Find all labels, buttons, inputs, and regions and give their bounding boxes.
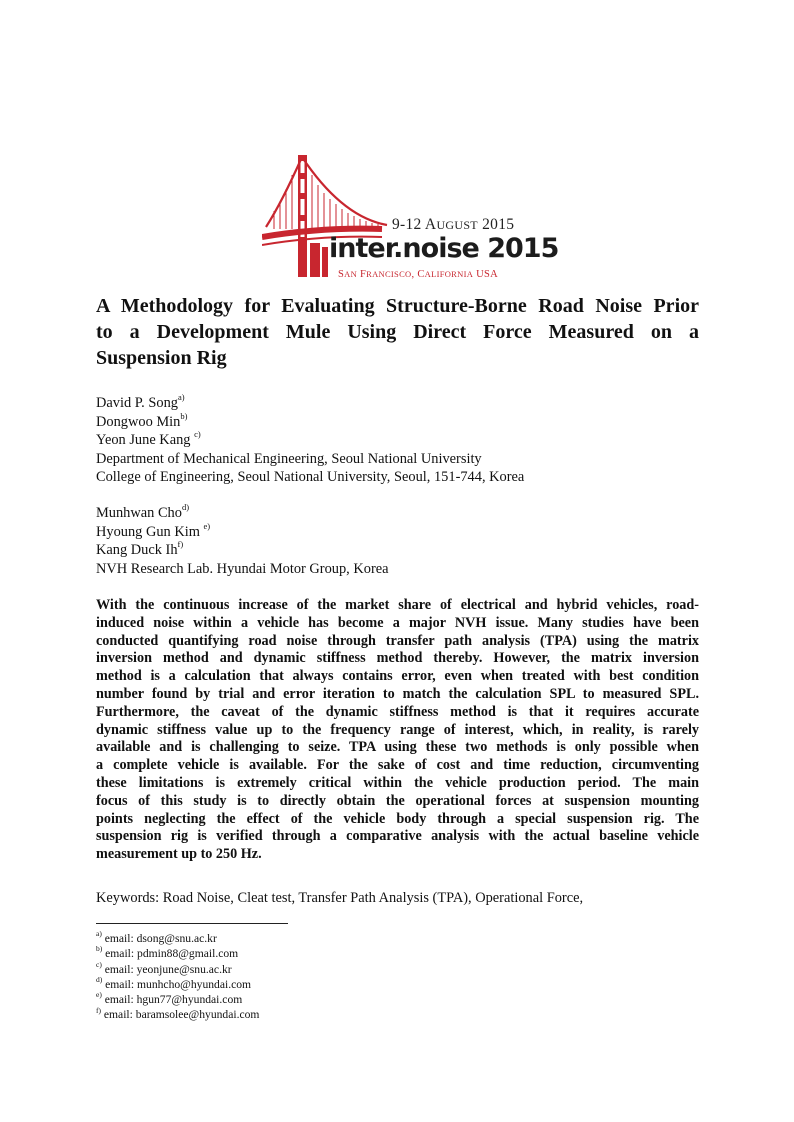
abstract-line: induced noise within a vehicle has become a major NVH issue. Many studies have been <box>96 614 699 631</box>
affiliation: NVH Research Lab. Hyundai Motor Group, Korea <box>96 560 389 577</box>
abstract-line: method is a calculation that always contains error, even when treated with best condition <box>96 668 699 685</box>
affiliation: College of Engineering, Seoul National University, Seoul, 151-744, Korea <box>96 469 525 485</box>
conference-date: 9-12 AUGUST 2015 <box>392 216 515 233</box>
author-group-snu <box>96 394 699 487</box>
abstract-line: number found by trial and error iteration to match the calculation SPL to measured SPL. <box>96 685 699 702</box>
footnote: $^{d)}$ email: munhcho@hyundai.com <box>96 975 252 991</box>
abstract <box>96 597 699 864</box>
title-line: to a Development Mule Using Direct Force Measured on a <box>96 321 699 343</box>
title-line: A Methodology for Evaluating Structure-Borne Road Noise Prior <box>96 295 699 317</box>
author: Munhwan Cho$^{d)}$ <box>96 502 190 521</box>
author-group-hyundai <box>96 504 699 578</box>
footnote: $^{e)}$ email: hgun77@hyundai.com <box>96 990 243 1007</box>
author: Hyoung Gun Kim $^{e)}$ <box>96 520 211 540</box>
title-line: Suspension Rig <box>96 347 227 369</box>
abstract-line: inversion method and dynamic stiffness method thereby. However, the matrix inversion <box>96 650 699 667</box>
abstract-line: suspension rig is verified through a comparative analysis with the actual baseline vehicle <box>96 828 699 845</box>
abstract-line: points neglecting the effect of the vehicle body through a special suspension rig. The <box>96 810 699 827</box>
abstract-line: focus of this study is to directly obtain the operational forces at suspension mounting <box>96 792 699 809</box>
footnote: $^{a)}$ email: dsong@snu.ac.kr <box>96 929 217 945</box>
keywords: Keywords: Road Noise, Cleat test, Transfer Path Analysis (TPA), Operational Force, <box>96 890 584 906</box>
footnotes <box>96 931 259 1023</box>
affiliation: Department of Mechanical Engineering, Seoul National University <box>96 450 482 467</box>
abstract-line: conducted quantifying road noise through transfer path analysis (TPA) using the matrix <box>96 632 699 649</box>
paper-title <box>96 293 699 371</box>
author: Yeon June Kang $^{c)}$ <box>96 429 201 448</box>
author: David P. Song$^{a)}$ <box>96 392 185 411</box>
footnote: $^{f)}$ email: baramsolee@hyundai.com <box>96 1005 260 1022</box>
author: Dongwoo Min$^{b)}$ <box>96 410 188 430</box>
abstract-line: available and is challenging to seize. TPA using these two methods is only possible when <box>96 739 699 756</box>
footnote: $^{c)}$ email: yeonjune@snu.ac.kr <box>96 959 232 976</box>
abstract-line: a complete vehicle is available. For the sake of cost and time reduction, circumventing <box>96 757 699 774</box>
conference-logo <box>262 147 559 282</box>
conference-location: SAN FRANCISCO, CALIFORNIA USA <box>338 269 499 280</box>
abstract-line: With the continuous increase of the market share of electrical and hybrid vehicles, road- <box>96 597 699 613</box>
footnote-divider <box>96 923 288 924</box>
author: Kang Duck Ih$^{f)}$ <box>96 539 184 558</box>
abstract-line: dynamic stiffness value up to the frequency range of interest, which, in reality, is rarely <box>96 721 699 738</box>
abstract-line: these limitations is extremely critical within the vehicle production period. The main <box>96 774 699 791</box>
abstract-line: measurement up to 250 Hz. <box>96 846 262 863</box>
footnote: $^{b)}$ email: pdmin88@gmail.com <box>96 944 239 961</box>
abstract-line: Furthermore, the caveat of the dynamic stiffness method is that it requires accurate <box>96 703 699 720</box>
conference-name: inter.noise 2015 <box>329 233 559 264</box>
